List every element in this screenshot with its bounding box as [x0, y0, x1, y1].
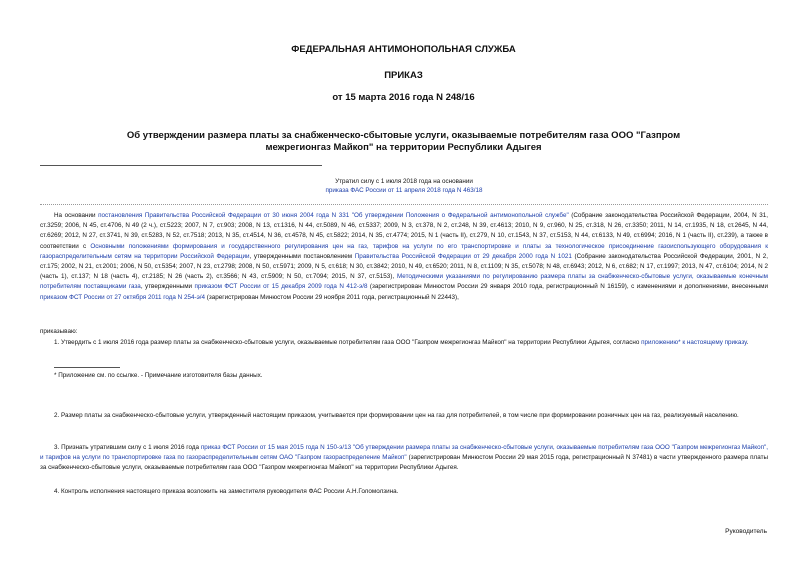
link-fst-order-150[interactable]: приказ ФСТ России от 15 мая 2015 года N 150-э/13 "Об утверждении размера платы за снабженческо-сбытовые услуги, оказываемые потребителям газа ООО "Газпром межрегионгаз Майкоп", и тарифов на услуги по транспортировке газа по газораспределительным сетям ОАО "Газпром газораспределение Майкоп" [40, 444, 768, 462]
footnote: * Приложение см. по ссылке. - Примечание изготовителя базы данных. [54, 372, 263, 379]
agency-name: ФЕДЕРАЛЬНАЯ АНТИМОНОПОЛЬНАЯ СЛУЖБА [291, 44, 516, 55]
doc-title: Об утверждении размера платы за снабженческо-сбытовые услуги, оказываемые потребителям газа ООО "Газпром межрегионгаз Майкоп" на территории Республики Адыгея [126, 130, 681, 153]
item-2: 2. Размер платы за снабженческо-сбытовые услуги, утвержденный настоящим приказом, учитывается при формировании цен на газ для потребителей, в том числе при формировании розничных цен на газ, реализуемый населению. [54, 412, 739, 419]
link-methodical-guidelines[interactable]: Методическими указаниями по регулированию размера платы за снабженческо-сбытовые услуги, оказываемые конечным потребителям поставщиками газа [40, 273, 768, 291]
item-1: 1. Утвердить с 1 июля 2016 года размер платы за снабженческо-сбытовые услуги, оказываемые потребителям газа ООО "Газпром межрегионгаз Майкоп" на территории Республики Адыгея, согласно приложению* к настоящему приказу. [54, 339, 749, 346]
doc-type: ПРИКАЗ [384, 70, 423, 81]
signature-position: Руководитель [725, 528, 767, 535]
footnote-rule [54, 367, 120, 368]
order-word: приказываю: [40, 328, 78, 335]
link-fst-order-254[interactable]: приказом ФСТ России от 27 октября 2011 года N 254-э/4 [40, 293, 206, 301]
link-fst-order-412[interactable]: приказом ФСТ России от 15 декабря 2009 года N 412-э/8 [194, 283, 368, 291]
item-3: 3. Признать утратившим силу с 1 июля 2016 года приказ ФСТ России от 15 мая 2015 года N 150-э/13 "Об утверждении размера платы за снабженческо-сбытовые услуги, оказываемые потребителям газа ООО "Газпром межрегионгаз Майкоп", и тарифов на услуги по транспортировке газа по газораспределительным сетям ОАО "Газпром газораспределение Майкоп" (зарегистрирован Минюстом России 29 мая 2015 года, регистрационный N 37481) в части утвержденного размера платы за снабженческо-сбытовые услуги, оказываемые потребителям газа ООО "Газпром межрегионгаз Майкоп" на территории Республики Адыгея. [40, 444, 768, 472]
link-gov-decree-331[interactable]: постановления Правительства Российской Федерации от 30 июня 2004 года N 331 "Об утверждении Положения о Федеральной антимонопольной службе" [98, 212, 569, 219]
item-4: 4. Контроль исполнения настоящего приказа возложить на заместителя руководителя ФАС России А.Н.Голомолзина. [54, 488, 399, 495]
title-underline [40, 165, 322, 166]
link-basic-provisions[interactable]: Основными положениями формирования и государственного регулирования цен на газ, тарифов на услуги по его транспортировке и платы за технологическое присоединение газоиспользующего оборудования к газораспределительным сетям на территории Российской Федерации [40, 242, 768, 260]
preamble: На основании постановления Правительства Российской Федерации от 30 июня 2004 года N 331 "Об утверждении Положения о Федеральной антимонопольной службе" (Собрание законодательства Российской Федерации, 2004, N 31, ст.3259; 2006, N 45, ст.4706, N 49 (2 ч.), ст.5223; 2007, N 7, ст.903; 2008, N 13, ст.1316, N 44, ст.5089, N 46, ст.5337; 2009, N 3, ст.378, N 2, ст.248, N 39, ст.4613; 2010, N 9, ст.960, N 25, ст.318, N 26, ст.3350; 2011, N 14, ст.1935, N 18, ст.2645, N 44, ст.6269; 2012, N 27, ст.3741, N 39, ст.5283, N 52, ст.7518; 2013, N 35, ст.4514, N 36, ст.4578, N 45, ст.5822; 2014, N 35, ст.4774; 2015, N 1 (часть II), ст.279, N 10, ст.1543, N 37, ст.5153, N 44, ст.6133, N 49, ст.6994; 2016, N 1 (часть II), ст.239), а также в соответствии с Основными положениями формирования и государственного регулирования цен на газ, тарифов на услуги по его транспортировке и платы за технологическое присоединение газоиспользующего оборудования к газораспределительным сетям на территории Российской Федерации, утвержденными постановлением Правительства Российской Федерации от 29 декабря 2000 года N 1021 (Собрание законодательства Российской Федерации, 2001, N 2, ст.175; 2002, N 21, ст.2001; 2006, N 50, ст.5354; 2007, N 23, ст.2798; 2008, N 50, ст.5971; 2009, N 5, ст.618; N 30, ст.3842; 2010, N 49, ст.6520; 2011, N 8, ст.1109; N 35, ст.5078; N 48, ст.6943; 2012, N 6, ст.682; N 17, ст.1997; 2013, N 47, ст.6104; 2014, N 2 (часть 1), ст.137; N 18 (часть 4), ст.2185; N 26 (часть 2), ст.3566; N 43, ст.5909; N 50, ст.7094; 2015, N 37, ст.5153), Методическими указаниями по регулированию размера платы за снабженческо-сбытовые услуги, оказываемые конечным потребителям поставщиками газа, утвержденными приказом ФСТ России от 15 декабря 2009 года N 412-э/8 (зарегистрирован Минюстом России 29 января 2010 года, регистрационный N 16159), с изменениями и дополнениями, внесенными приказом ФСТ России от 27 октября 2011 года N 254-э/4 (зарегистрирован Минюстом России 29 ноября 2011 года, регистрационный N 22443), [40, 212, 769, 301]
link-gov-decree-1021[interactable]: Правительства Российской Федерации от 29 декабря 2000 года N 1021 [354, 252, 572, 260]
lost-force-basis-link[interactable]: приказа ФАС России от 11 апреля 2018 года N 463/18 [325, 187, 483, 194]
doc-date-number: от 15 марта 2016 года N 248/16 [332, 92, 475, 103]
lost-force-note [40, 177, 768, 195]
lost-force-text: Утратил силу с 1 июля 2018 года на основании [335, 178, 473, 185]
section-divider [40, 204, 768, 205]
link-appendix[interactable]: приложению* к настоящему приказу [641, 339, 747, 346]
